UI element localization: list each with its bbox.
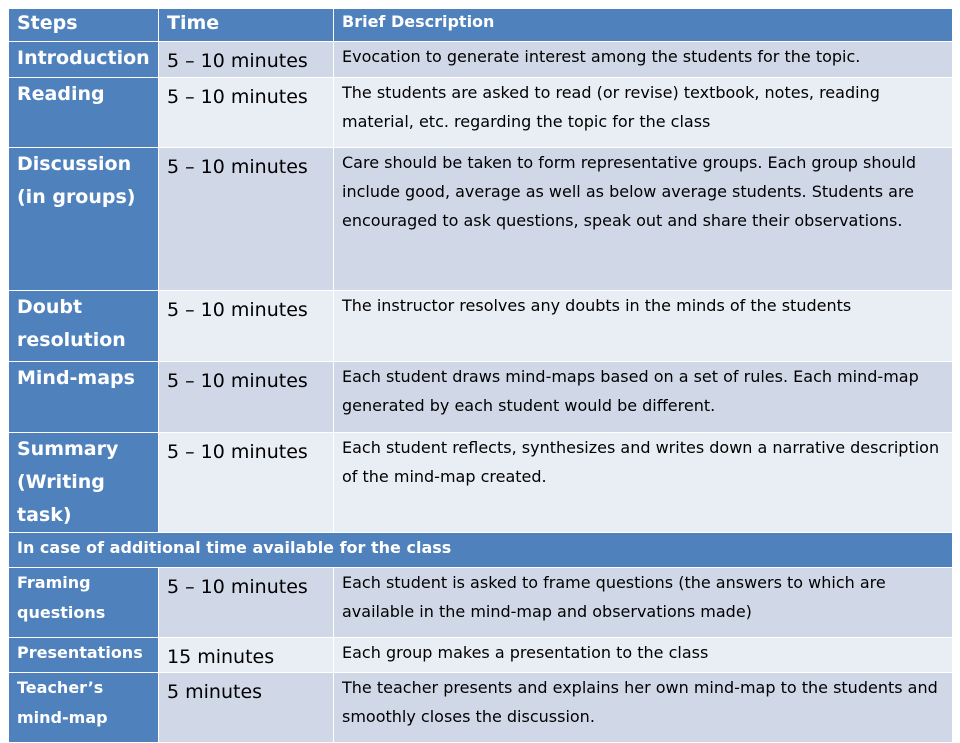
description-cell: Evocation to generate interest among the students for the topic. (334, 42, 953, 78)
table-row (9, 148, 953, 291)
lesson-steps-table (8, 8, 953, 743)
time-cell: 15 minutes (159, 638, 334, 673)
step-framing-questions: Framing questions (9, 568, 159, 638)
table-row (9, 638, 953, 673)
table-row (9, 78, 953, 148)
header-steps: Steps (9, 9, 159, 42)
time-cell: 5 – 10 minutes (159, 148, 334, 291)
table-row (9, 568, 953, 638)
step-teachers-mind-map: Teacher’s mind-map (9, 673, 159, 743)
description-cell: The instructor resolves any doubts in the minds of the students (334, 291, 953, 362)
step-discussion: Discussion (in groups) (9, 148, 159, 291)
section-label: In case of additional time available for the class (9, 533, 953, 568)
time-cell: 5 – 10 minutes (159, 362, 334, 433)
step-presentations: Presentations (9, 638, 159, 673)
description-cell: Each student draws mind-maps based on a set of rules. Each mind-map generated by each student would be different. (334, 362, 953, 433)
time-cell: 5 – 10 minutes (159, 78, 334, 148)
table-row (9, 433, 953, 533)
table-row (9, 291, 953, 362)
header-description: Brief Description (334, 9, 953, 42)
description-cell: Each group makes a presentation to the class (334, 638, 953, 673)
time-cell: 5 – 10 minutes (159, 568, 334, 638)
table-row (9, 673, 953, 743)
description-cell: The students are asked to read (or revise) textbook, notes, reading material, etc. regarding the topic for the class (334, 78, 953, 148)
description-cell: Each student is asked to frame questions (the answers to which are available in the mind-map and observations made) (334, 568, 953, 638)
table-row (9, 362, 953, 433)
table-row (9, 42, 953, 78)
description-cell: Care should be taken to form representative groups. Each group should include good, average as well as below average students. Students are encouraged to ask questions, speak out and share their observations. (334, 148, 953, 291)
time-cell: 5 – 10 minutes (159, 291, 334, 362)
step-summary: Summary (Writing task) (9, 433, 159, 533)
time-cell: 5 minutes (159, 673, 334, 743)
description-cell: Each student reflects, synthesizes and writes down a narrative description of the mind-map created. (334, 433, 953, 533)
header-time: Time (159, 9, 334, 42)
step-reading: Reading (9, 78, 159, 148)
header-row (9, 9, 953, 42)
step-doubt-resolution: Doubt resolution (9, 291, 159, 362)
time-cell: 5 – 10 minutes (159, 42, 334, 78)
description-cell: The teacher presents and explains her own mind-map to the students and smoothly closes the discussion. (334, 673, 953, 743)
section-row (9, 533, 953, 568)
step-mind-maps: Mind-maps (9, 362, 159, 433)
step-introduction: Introduction (9, 42, 159, 78)
time-cell: 5 – 10 minutes (159, 433, 334, 533)
